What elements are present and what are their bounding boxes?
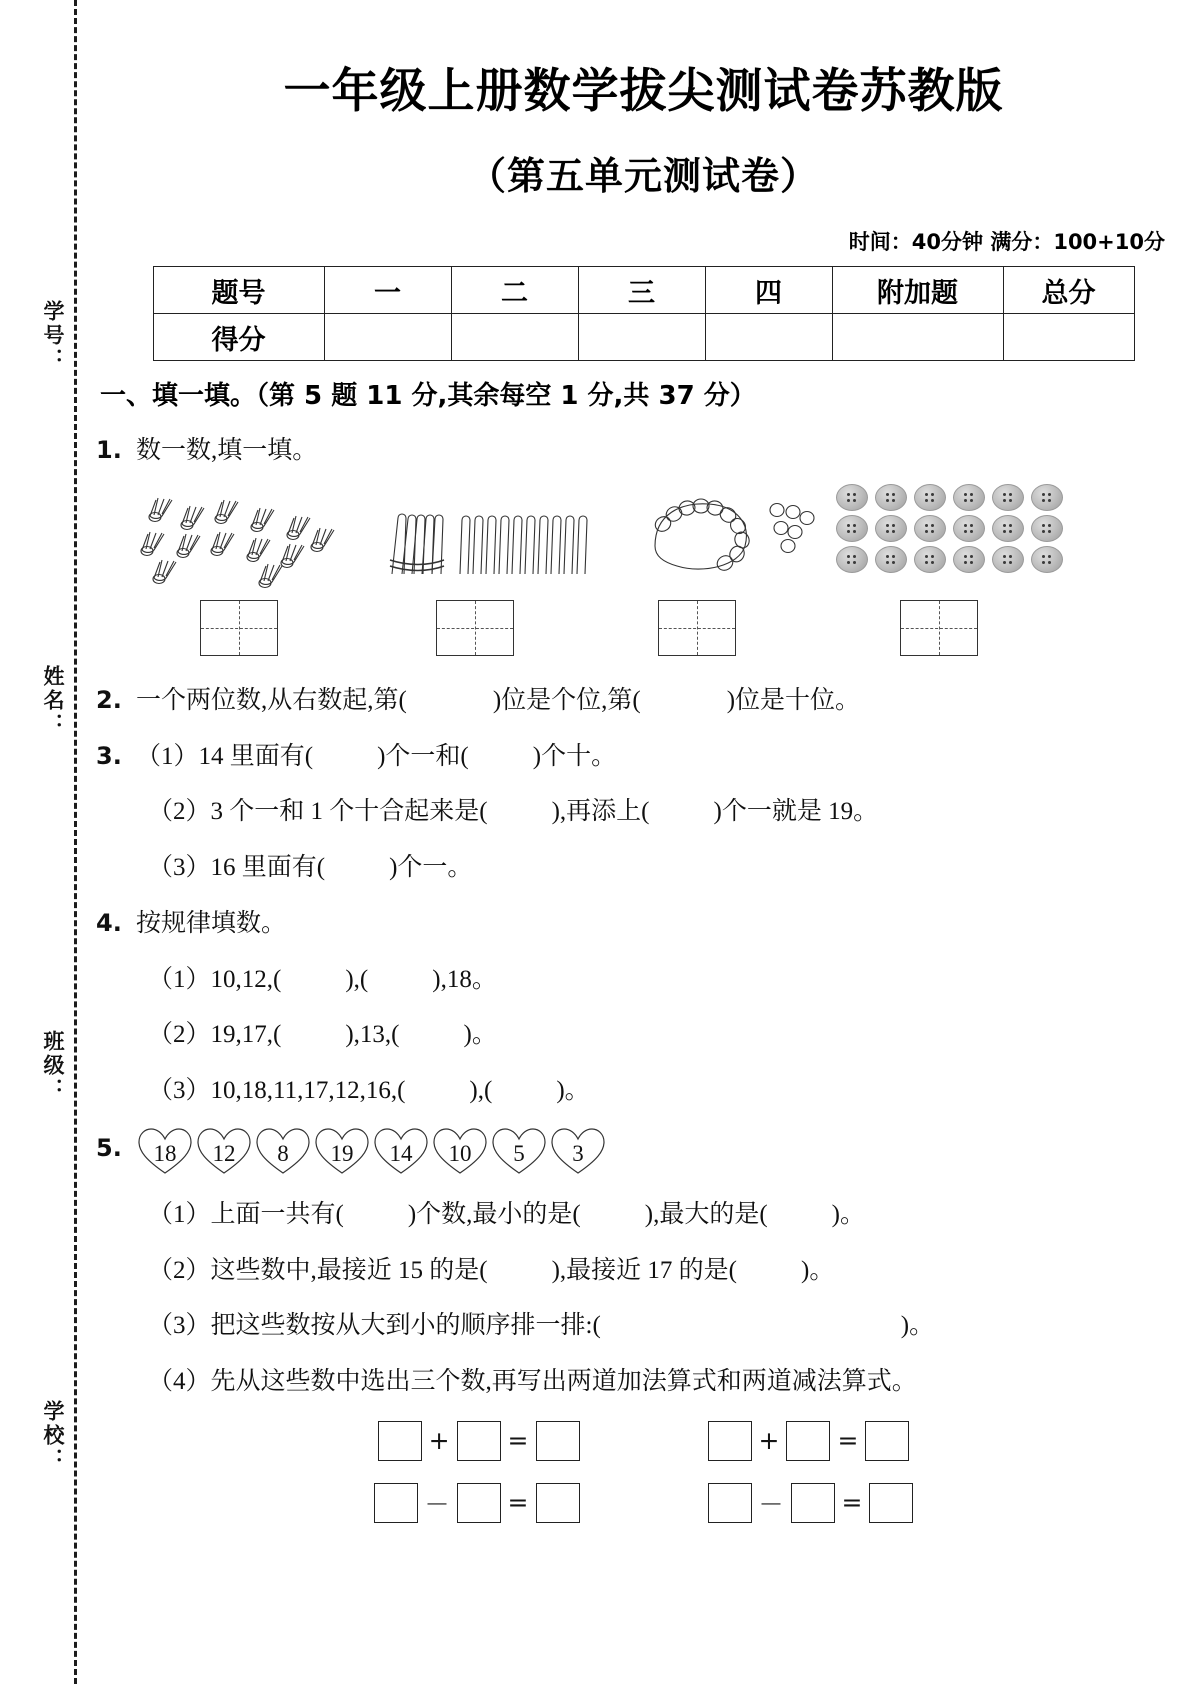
field-class: 班级：	[41, 1030, 65, 1102]
question-3-2-label: （2）	[148, 798, 211, 826]
score-table-label-0: 题号	[153, 267, 324, 314]
question-3-1-label: （1）	[136, 742, 199, 770]
shuttlecock-icon	[136, 484, 346, 594]
question-3-3-part-1: 16 里面有(	[210, 854, 326, 881]
question-3-2-part-1: 3 个一和 1 个十合起来是(	[210, 798, 488, 826]
button-icon	[836, 546, 868, 573]
question-5-4-text: 先从这些数中选出三个数,再写出两道加法算式和两道减法算式。	[210, 1368, 917, 1395]
equation-add-2	[708, 1421, 910, 1461]
heart-item	[372, 1126, 430, 1176]
question-5-item-3	[96, 1309, 1191, 1343]
score-cell-extra[interactable]	[832, 314, 1003, 361]
answer-box-buttons[interactable]	[900, 600, 978, 656]
exam-page	[96, 0, 1191, 1684]
equation-box[interactable]	[536, 1483, 580, 1523]
button-icon	[1031, 515, 1063, 542]
equals-icon: =	[841, 1488, 863, 1518]
fold-dashed-line	[74, 0, 77, 1684]
question-3-item-2	[96, 795, 1191, 829]
heart-value: 19	[330, 1141, 354, 1167]
question-4-3-part-2: ),(	[469, 1077, 493, 1104]
button-icon	[875, 546, 907, 573]
heart-item	[254, 1126, 312, 1176]
equals-icon: =	[837, 1426, 859, 1456]
answer-box-sticks[interactable]	[436, 600, 514, 656]
heart-item	[490, 1126, 548, 1176]
button-icon	[836, 515, 868, 542]
question-4-item-2	[96, 1018, 1191, 1052]
question-5-3-label: （3）	[148, 1312, 211, 1340]
score-table-col-3: 三	[578, 267, 705, 314]
question-4-number: 4.	[96, 908, 122, 937]
score-cell-4[interactable]	[705, 314, 832, 361]
equation-sub-2	[708, 1483, 914, 1523]
button-icon	[953, 484, 985, 511]
heart-item	[136, 1126, 194, 1176]
question-4-2-part-1: 19,17,(	[210, 1021, 282, 1049]
button-group	[836, 484, 1065, 573]
question-3-1-part-2: )个一和(	[377, 742, 469, 770]
equation-box[interactable]	[457, 1483, 501, 1523]
question-1-answer-boxes	[96, 600, 1191, 662]
question-5-1-part-1: 上面一共有(	[210, 1200, 344, 1228]
field-school: 学校：	[41, 1400, 65, 1472]
counting-stick-icon	[386, 484, 616, 594]
heart-value: 8	[277, 1141, 289, 1167]
page-subtitle: （第五单元测试卷）	[467, 154, 819, 198]
question-5-item-2	[96, 1254, 1191, 1288]
heart-value: 5	[513, 1141, 525, 1167]
equation-box[interactable]	[374, 1483, 418, 1523]
heart-number-row	[136, 1126, 607, 1176]
equation-box[interactable]	[869, 1483, 913, 1523]
heart-value: 10	[448, 1141, 472, 1167]
score-table-col-4: 四	[705, 267, 832, 314]
button-icon	[1031, 546, 1063, 573]
equation-row-subtraction	[96, 1483, 1191, 1523]
field-name: 姓名：	[41, 665, 65, 737]
plus-icon: +	[758, 1426, 780, 1456]
question-3-3-label: （3）	[148, 854, 211, 881]
score-table-label-1: 得分	[153, 314, 324, 361]
field-student-number: 学号：	[41, 300, 65, 372]
equation-row-addition	[96, 1421, 1191, 1461]
table-row-scores	[153, 314, 1134, 361]
question-4-1-label: （1）	[148, 965, 211, 993]
question-5-1-part-3: ),最大的是(	[644, 1200, 768, 1228]
page-title: 一年级上册数学拔尖测试卷苏教版	[283, 64, 1004, 119]
question-5-2-label: （2）	[148, 1256, 211, 1284]
score-cell-1[interactable]	[324, 314, 451, 361]
question-4-3-label: （3）	[148, 1077, 211, 1104]
bead-group	[641, 484, 821, 599]
question-2-part-3: )位是十位。	[726, 686, 861, 714]
plus-icon: +	[428, 1426, 450, 1456]
score-cell-2[interactable]	[451, 314, 578, 361]
question-2	[96, 684, 1191, 718]
question-5-2-part-3: )。	[801, 1256, 835, 1284]
table-row-header	[153, 267, 1134, 314]
question-4-3-part-1: 10,18,11,17,12,16,(	[210, 1077, 406, 1104]
question-5-1-part-4: )。	[831, 1200, 865, 1228]
button-icon	[836, 484, 868, 511]
button-icon	[914, 484, 946, 511]
score-cell-total[interactable]	[1003, 314, 1134, 361]
minus-icon: －	[424, 1489, 450, 1519]
question-4-1-part-1: 10,12,(	[210, 965, 282, 993]
question-3-number: 3.	[96, 741, 122, 770]
question-4-item-3	[96, 1074, 1191, 1108]
button-icon	[875, 515, 907, 542]
shuttlecock-group	[136, 484, 336, 599]
equation-box[interactable]	[708, 1421, 752, 1461]
question-1-text: 数一数,填一填。	[136, 437, 318, 464]
question-3-1-part-1: 14 里面有(	[198, 742, 314, 770]
heart-item	[431, 1126, 489, 1176]
question-3-item-3	[96, 851, 1191, 885]
question-5-1-label: （1）	[148, 1200, 211, 1228]
equation-add-1	[378, 1421, 580, 1461]
heart-value: 14	[389, 1141, 413, 1167]
button-icon	[914, 515, 946, 542]
question-3-2-part-3: )个一就是 19。	[713, 798, 879, 826]
question-3-2-part-2: ),再添上(	[551, 798, 650, 826]
score-table-col-extra: 附加题	[832, 267, 1003, 314]
section-one-heading: 一、填一填。（第 5 题 11 分,其余每空 1 分,共 37 分）	[100, 381, 756, 411]
question-5-equations	[96, 1421, 1191, 1523]
button-icon	[875, 484, 907, 511]
question-3-3-part-2: )个一。	[389, 854, 473, 881]
score-table-col-1: 一	[324, 267, 451, 314]
question-4-1-part-2: ),(	[345, 965, 369, 993]
question-4-2-part-3: )。	[463, 1021, 497, 1049]
equals-icon: =	[507, 1488, 529, 1518]
counting-stick-group	[386, 484, 616, 599]
equation-box[interactable]	[786, 1421, 830, 1461]
button-grid	[836, 484, 1065, 573]
question-5-number: 5.	[96, 1134, 122, 1163]
question-5-item-4	[96, 1365, 1191, 1399]
equation-box[interactable]	[865, 1421, 909, 1461]
question-3-1-part-3: )个十。	[532, 742, 617, 770]
binding-strip	[0, 0, 96, 1684]
question-1-pictures	[96, 484, 1191, 596]
score-table-col-total: 总分	[1003, 267, 1134, 314]
button-icon	[992, 546, 1024, 573]
heart-value: 18	[153, 1141, 177, 1167]
question-5-3-part-1: 把这些数按从大到小的顺序排一排:(	[210, 1312, 601, 1340]
equation-box[interactable]	[378, 1421, 422, 1461]
question-5-4-label: （4）	[148, 1368, 211, 1395]
question-4-3-part-3: )。	[556, 1077, 590, 1104]
question-2-part-2: )位是个位,第(	[492, 686, 641, 714]
equation-box[interactable]	[457, 1421, 501, 1461]
heart-value: 3	[572, 1141, 584, 1167]
question-3	[96, 740, 1191, 774]
question-4-2-part-2: ),13,(	[345, 1021, 400, 1049]
button-icon	[914, 546, 946, 573]
question-4-2-label: （2）	[148, 1021, 211, 1049]
question-2-number: 2.	[96, 685, 122, 714]
heart-item	[195, 1126, 253, 1176]
question-5-2-part-1: 这些数中,最接近 15 的是(	[210, 1256, 488, 1284]
question-1	[96, 434, 1191, 468]
bead-icon	[641, 484, 821, 594]
question-5-2-part-2: ),最接近 17 的是(	[551, 1256, 737, 1284]
answer-box-beads[interactable]	[658, 600, 736, 656]
question-2-part-1: 一个两位数,从右数起,第(	[136, 686, 407, 714]
heart-item	[313, 1126, 371, 1176]
score-cell-3[interactable]	[578, 314, 705, 361]
equation-box[interactable]	[536, 1421, 580, 1461]
question-5-3-part-2: )。	[900, 1312, 935, 1340]
answer-box-shuttlecock[interactable]	[200, 600, 278, 656]
exam-meta: 时间：40分钟 满分：100+10分	[848, 230, 1165, 254]
equation-box[interactable]	[791, 1483, 835, 1523]
equals-icon: =	[507, 1426, 529, 1456]
heart-item	[549, 1126, 607, 1176]
score-table-col-2: 二	[451, 267, 578, 314]
minus-icon: －	[758, 1489, 784, 1519]
question-5-item-1	[96, 1198, 1191, 1232]
button-icon	[992, 515, 1024, 542]
question-4-1-part-3: ),18。	[432, 965, 497, 993]
equation-sub-1	[374, 1483, 580, 1523]
question-4-item-1	[96, 963, 1191, 997]
button-icon	[953, 515, 985, 542]
heart-value: 12	[212, 1141, 236, 1167]
question-4-text: 按规律填数。	[136, 909, 287, 937]
question-1-number: 1.	[96, 436, 122, 464]
question-5-1-part-2: )个数,最小的是(	[407, 1200, 581, 1228]
question-5	[96, 1126, 1191, 1176]
question-4	[96, 907, 1191, 941]
button-icon	[1031, 484, 1063, 511]
score-table	[153, 266, 1135, 361]
equation-box[interactable]	[708, 1483, 752, 1523]
button-icon	[992, 484, 1024, 511]
button-icon	[953, 546, 985, 573]
